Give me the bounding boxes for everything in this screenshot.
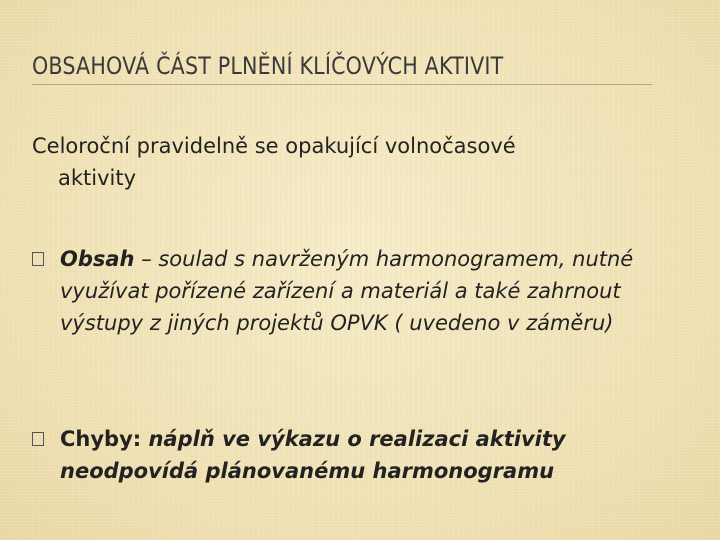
bullet-text bbox=[60, 243, 692, 339]
bullet-square-icon bbox=[32, 432, 44, 446]
intro-text bbox=[32, 130, 672, 194]
bullet-rest: náplň ve výkazu o realizaci aktivity neodpovídá plánovanému harmonogramu bbox=[60, 427, 566, 483]
slide-title: OBSAHOVÁ ČÁST PLNĚNÍ KLÍČOVÝCH AKTIVIT bbox=[32, 52, 504, 80]
bullet-item-content bbox=[32, 243, 692, 339]
intro-line-1: Celoroční pravidelně se opakující volnočasové bbox=[32, 134, 516, 158]
intro-line-2: aktivity bbox=[58, 166, 137, 190]
bullet-lead: Obsah bbox=[60, 247, 135, 271]
bullet-item-errors bbox=[32, 423, 692, 487]
title-divider bbox=[32, 84, 652, 85]
bullet-square-icon bbox=[32, 252, 44, 266]
bullet-rest: – soulad s navrženým harmonogramem, nutné využívat pořízené zařízení a materiál a také zahrnout výstupy z jiných projektů OPVK ( uvedeno v záměru) bbox=[60, 247, 634, 335]
bullet-lead: Chyby: bbox=[60, 427, 142, 451]
bullet-text bbox=[60, 423, 692, 487]
